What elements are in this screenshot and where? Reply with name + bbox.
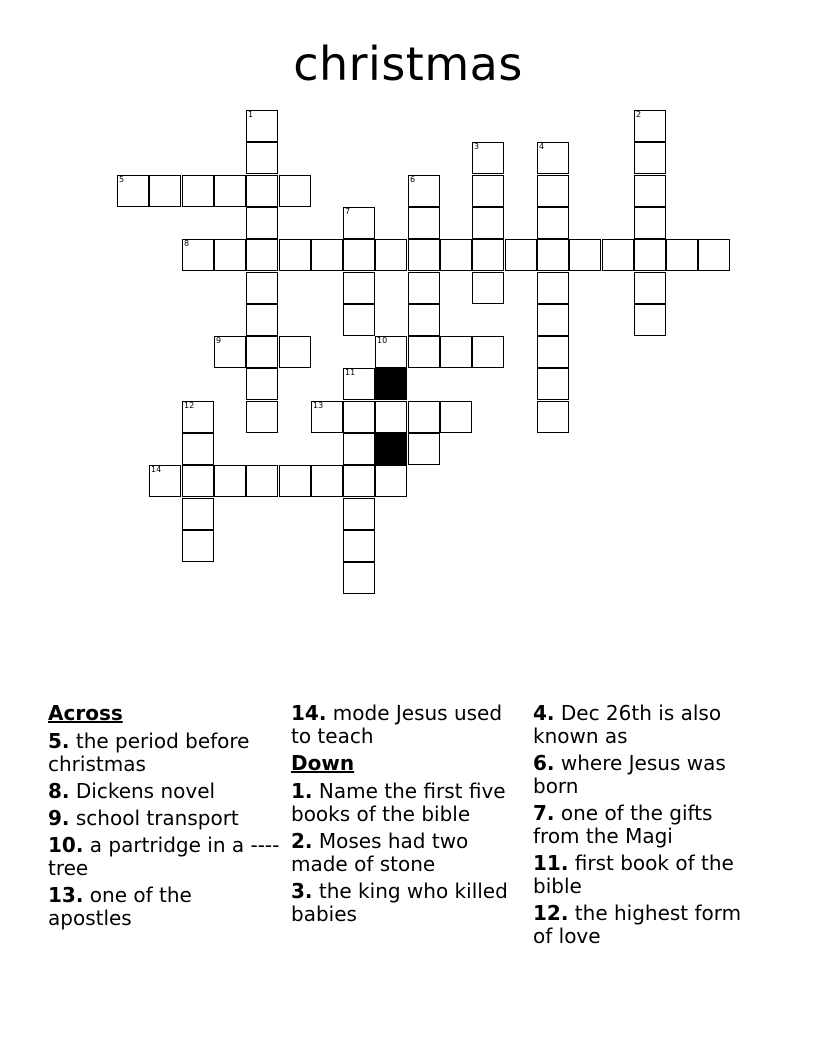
crossword-cell[interactable] (537, 336, 569, 368)
crossword-cell[interactable] (634, 304, 666, 336)
crossword-cell[interactable] (182, 401, 214, 433)
clue-number: 5. (48, 729, 70, 753)
crossword-cell[interactable] (634, 272, 666, 304)
crossword-cell[interactable] (246, 368, 278, 400)
crossword-cell[interactable] (311, 239, 343, 271)
crossword-cell[interactable] (343, 239, 375, 271)
crossword-cell[interactable] (182, 175, 214, 207)
clue-down-7 (533, 802, 765, 848)
crossword-cell[interactable] (472, 239, 504, 271)
clue-number-label: 1 (248, 110, 254, 119)
clue-number-label: 5 (119, 175, 125, 184)
crossword-cell[interactable] (279, 239, 311, 271)
clue-number-label: 8 (184, 239, 190, 248)
clue-number-label: 2 (636, 110, 642, 119)
clue-number-label: 9 (216, 336, 222, 345)
clue-text: Moses had two made of stone (291, 829, 469, 876)
crossword-cell[interactable] (246, 272, 278, 304)
clue-across-13 (48, 884, 280, 930)
crossword-cell[interactable] (375, 239, 407, 271)
crossword-cell[interactable] (214, 175, 246, 207)
crossword-cell[interactable] (537, 368, 569, 400)
crossword-cell[interactable] (182, 530, 214, 562)
clue-number-label: 13 (313, 401, 324, 410)
crossword-cell[interactable] (537, 142, 569, 174)
clue-text: the king who killed babies (291, 879, 508, 926)
clue-text: school transport (75, 806, 239, 830)
crossword-cell[interactable] (343, 562, 375, 594)
clue-number: 10. (48, 833, 84, 857)
clue-down-11 (533, 852, 765, 898)
crossword-cell[interactable] (408, 304, 440, 336)
crossword-cell[interactable] (472, 207, 504, 239)
crossword-cell[interactable] (440, 336, 472, 368)
clue-number: 6. (533, 751, 555, 775)
crossword-cell[interactable] (149, 175, 181, 207)
clues-column-2 (291, 702, 523, 930)
clue-number-label: 3 (474, 142, 480, 151)
clue-number-label: 14 (151, 465, 162, 474)
clue-text: one of the apostles (48, 883, 192, 930)
crossword-cell[interactable] (246, 465, 278, 497)
crossword-cell[interactable] (279, 336, 311, 368)
crossword-cell[interactable] (149, 465, 181, 497)
clue-across-10 (48, 834, 280, 880)
clue-across-8 (48, 780, 280, 803)
crossword-cell[interactable] (343, 272, 375, 304)
crossword-cell[interactable] (408, 401, 440, 433)
crossword-cell[interactable] (182, 498, 214, 530)
crossword-cell[interactable] (182, 239, 214, 271)
clue-number: 4. (533, 701, 555, 725)
crossword-cell[interactable] (698, 239, 730, 271)
crossword-cell[interactable] (440, 239, 472, 271)
crossword-cell[interactable] (408, 336, 440, 368)
clue-down-4 (533, 702, 765, 748)
clue-down-3 (291, 880, 523, 926)
crossword-cell[interactable] (343, 368, 375, 400)
crossword-cell[interactable] (343, 401, 375, 433)
crossword-cell[interactable] (440, 401, 472, 433)
crossword-cell[interactable] (375, 401, 407, 433)
crossword-cell[interactable] (375, 465, 407, 497)
crossword-cell[interactable] (246, 336, 278, 368)
clue-number-label: 6 (410, 175, 416, 184)
clue-text: mode Jesus used to teach (291, 701, 503, 748)
clue-down-2 (291, 830, 523, 876)
clue-number-label: 4 (539, 142, 545, 151)
crossword-cell[interactable] (182, 465, 214, 497)
crossword-cell[interactable] (408, 207, 440, 239)
crossword-cell[interactable] (214, 465, 246, 497)
crossword-cell[interactable] (634, 110, 666, 142)
crossword-cell[interactable] (602, 239, 634, 271)
clue-text: the highest form of love (533, 901, 742, 948)
crossword-cell[interactable] (311, 465, 343, 497)
crossword-cell[interactable] (311, 401, 343, 433)
crossword-cell[interactable] (634, 239, 666, 271)
crossword-cell[interactable] (537, 304, 569, 336)
crossword-cell[interactable] (666, 239, 698, 271)
crossword-cell[interactable] (246, 401, 278, 433)
crossword-block (375, 368, 407, 400)
clue-number: 1. (291, 779, 313, 803)
clue-text: the period before christmas (48, 729, 250, 776)
clue-number: 11. (533, 851, 569, 875)
clue-number: 9. (48, 806, 70, 830)
puzzle-title: christmas (293, 37, 523, 91)
clues-column-1 (48, 702, 280, 934)
crossword-cell[interactable] (343, 207, 375, 239)
clue-across-14 (291, 702, 523, 748)
clue-number-label: 12 (184, 401, 195, 410)
crossword-cell[interactable] (343, 433, 375, 465)
clue-text: Dec 26th is also known as (533, 701, 722, 748)
crossword-cell[interactable] (505, 239, 537, 271)
clue-down-1 (291, 780, 523, 826)
crossword-cell[interactable] (634, 207, 666, 239)
crossword-cell[interactable] (472, 272, 504, 304)
crossword-cell[interactable] (343, 498, 375, 530)
crossword-cell[interactable] (246, 110, 278, 142)
clue-text: Name the first five books of the bible (291, 779, 506, 826)
crossword-cell[interactable] (537, 401, 569, 433)
crossword-cell[interactable] (537, 175, 569, 207)
crossword-cell[interactable] (472, 175, 504, 207)
clue-number: 2. (291, 829, 313, 853)
crossword-cell[interactable] (408, 175, 440, 207)
clue-text: a partridge in a ---- tree (48, 833, 280, 880)
crossword-cell[interactable] (246, 207, 278, 239)
clue-down-6 (533, 752, 765, 798)
clue-down-12 (533, 902, 765, 948)
crossword-cell[interactable] (246, 142, 278, 174)
crossword-cell[interactable] (117, 175, 149, 207)
crossword-cell[interactable] (343, 304, 375, 336)
clue-number-label: 7 (345, 207, 351, 216)
crossword-cell[interactable] (375, 336, 407, 368)
across-heading: Across (48, 701, 123, 725)
crossword-cell[interactable] (472, 142, 504, 174)
crossword-cell[interactable] (408, 433, 440, 465)
crossword-cell[interactable] (634, 142, 666, 174)
crossword-cell[interactable] (182, 433, 214, 465)
clue-number-label: 11 (345, 368, 356, 377)
clues-column-3 (533, 702, 765, 952)
crossword-cell[interactable] (472, 336, 504, 368)
crossword-cell[interactable] (537, 239, 569, 271)
crossword-cell[interactable] (214, 336, 246, 368)
clue-number: 8. (48, 779, 70, 803)
crossword-cell[interactable] (246, 304, 278, 336)
clue-number: 7. (533, 801, 555, 825)
clue-number: 12. (533, 901, 569, 925)
crossword-cell[interactable] (279, 175, 311, 207)
clue-text: first book of the bible (533, 851, 734, 898)
clue-across-9 (48, 807, 280, 830)
clue-number: 3. (291, 879, 313, 903)
crossword-cell[interactable] (214, 239, 246, 271)
clue-number: 13. (48, 883, 84, 907)
crossword-cell[interactable] (408, 272, 440, 304)
clue-number: 14. (291, 701, 327, 725)
clue-text: one of the gifts from the Magi (533, 801, 713, 848)
crossword-cell[interactable] (408, 239, 440, 271)
down-heading: Down (291, 751, 355, 775)
crossword-cell[interactable] (343, 530, 375, 562)
clue-text: Dickens novel (75, 779, 216, 803)
crossword-cell[interactable] (246, 175, 278, 207)
crossword-cell[interactable] (279, 465, 311, 497)
crossword-cell[interactable] (343, 465, 375, 497)
clue-across-5 (48, 730, 280, 776)
crossword-cell[interactable] (537, 272, 569, 304)
crossword-cell[interactable] (569, 239, 601, 271)
crossword-cell[interactable] (537, 207, 569, 239)
crossword-cell[interactable] (634, 175, 666, 207)
crossword-block (375, 433, 407, 465)
crossword-cell[interactable] (246, 239, 278, 271)
clue-number-label: 10 (377, 336, 388, 345)
clue-text: where Jesus was born (533, 751, 726, 798)
